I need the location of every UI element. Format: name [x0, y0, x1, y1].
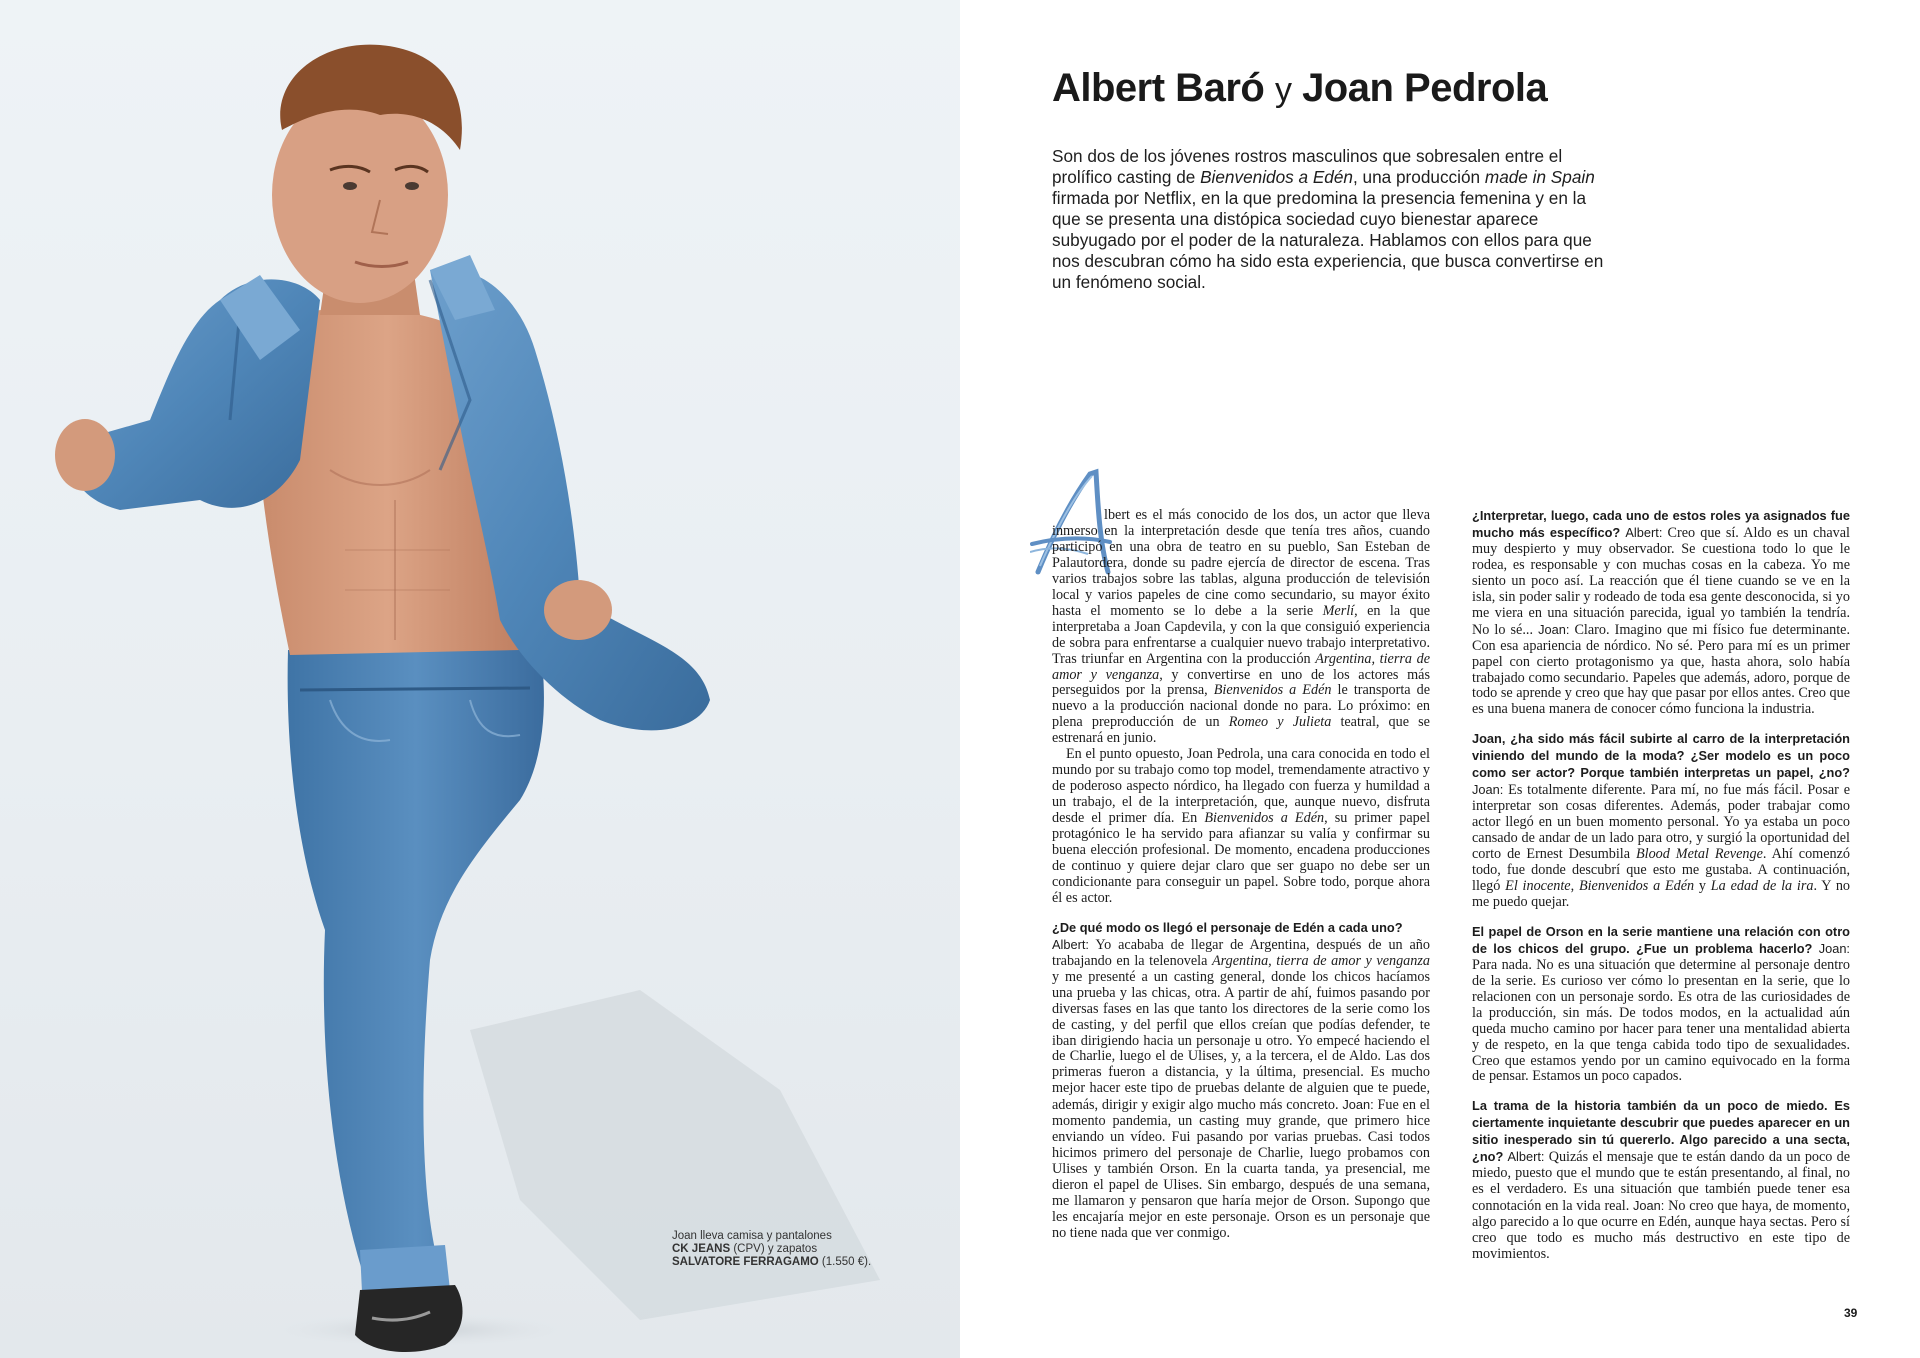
speaker-label: Albert: — [1625, 524, 1663, 540]
interview-answer: ¿Interpretar, luego, cada uno de estos roles ya asignados fue mucho más específico? Albert: Creo que sí. Aldo es un chaval muy despierto y muy observador. Se cuestiona todo lo que le rodea, es responsable y con muchas cosas en la cabeza. Yo me siento un poco así. La reacción que él tiene cuando se ve en la isla, sin poder salir y rodeado de toda esa gente desconocida, si yo me viera en una situación parecida, igual yo también la tendría. No lo sé... Joan: Claro. Imagino que mi físico fue determinante. Con esa apariencia de nórdico. No sé. Pero para mí es un primer papel con cierto protagonismo ya que, hasta ahora, solo había trabajado como secundario. Papeles que además, adoro, porque de todo se aprende y creo que hay que pasar por ellos antes. Creo que es una buena manera de conocer cómo funciona la industria. — [1472, 508, 1850, 718]
caption-line — [672, 1243, 932, 1256]
right-hand — [544, 580, 612, 640]
article-column-2 — [1472, 508, 1850, 1263]
article-title — [1052, 62, 1547, 116]
interview-answer: ¿De qué modo os llegó el personaje de Edén a cada uno? Albert: Yo acababa de llegar de Argentina, después de un año trabajando en la telenovela Argentina, tierra de amor y venganza y me presenté a un casting general, donde los chicos hacíamos una prueba y las chicas, otra. A partir de ahí, fuimos pasando por diversas fases en las que tanto los directores de la serie como los de casting, y del perfil que ellos creían que podías defender, te iban dirigiendo hacia un personaje u otro. Yo empecé haciendo el de Charlie, luego el de Ulises, y, a la tercera, el de Aldo. Las dos primeras fueron a distancia, y la última, presencial. Es mucho mejor hacer este tipo de pruebas delante de alguien que te puede, además, dirigir y exigir algo mucho más concreto. Joan: Fue en el momento pandemia, un casting muy grande, que primero hice enviando un vídeo. Fui pasando por varias pruebas. Casi todos hicimos primero del personaje de Charlie, luego probamos con Ulises y también Orson. En la cuarta tanda, ya presencial, me dieron el papel de Ulises. Sin embargo, después de una semana, me llamaron y pensaron que haría mejor de Orson. Supongo que les encajaría mejor en este personaje. Orson es un personaje que no tiene nada que ver conmigo. — [1052, 919, 1430, 1241]
caption-line — [672, 1256, 932, 1269]
paragraph: lbert es el más conocido de los dos, un actor que lleva inmerso en la interpretación desde que tenía tres años, cuando participó en una obra de teatro en su pueblo, San Esteban de Palautordera, donde su padre ejercía de director de escena. Tras varios trabajos sobre las tablas, alguna producción de televisión local y varios papeles de cine como secundario, su mayor éxito hasta el momento se lo debe a la serie Merlí, en la que interpretaba a Joan Capdevila, y con la que consiguió experiencia de sobra para enfrentarse a cualquier nuevo trabajo interpretativo. Tras triunfar en Argentina con la producción Argentina, tierra de amor y venganza, y convertirse en uno de los actores más perseguidos por la prensa, Bienvenidos a Edén le transporta de nuevo a la producción nacional donde no para. Lo próximo: en plena preproducción de un Romeo y Julieta teatral, que se estrenará en junio. — [1052, 507, 1431, 747]
speaker-label: Joan: — [1342, 1097, 1374, 1113]
interview-answer: Joan, ¿ha sido más fácil subirte al carro de la interpretación viniendo del mundo de la moda? ¿Ser modelo es un poco como ser actor? Porque también interpretas un papel, ¿no? Joan: Es totalmente diferente. Para mí, no fue más fácil. Posar e interpretar son cosas diferentes. Además, poder trabajar como actor llegó en un buen momento personal. Yo ya estaba un poco cansado de andar de un lado para otro, y surgió la oportunidad del corto de Ernest Desumbila Blood Metal Revenge. Ahí comenzó todo, fue donde descubrí que esto me gustaba. A continuación, llegó El inocente, Bienvenidos a Edén y La edad de la ira. Y no me puedo quejar. — [1472, 731, 1851, 910]
interview-question: Joan, ¿ha sido más fácil subirte al carro de la interpretación viniendo del mundo de la moda? ¿Ser modelo es un poco como ser actor? Porque también interpretas un papel, ¿no? — [1472, 731, 1850, 781]
caption-text: (1.550 €). — [818, 1256, 872, 1268]
photo-caption — [672, 1230, 932, 1269]
floor-shadow — [470, 990, 880, 1320]
speaker-label: Albert: — [1507, 1149, 1545, 1165]
interview-question: ¿De qué modo os llegó el personaje de Edén a cada uno? — [1052, 919, 1403, 935]
article-page — [960, 0, 1920, 1358]
interview-question: ¿Interpretar, luego, cada uno de estos roles ya asignados fue mucho más específico? — [1472, 508, 1850, 540]
interview-question: La trama de la historia también da un poco de miedo. Es ciertamente inquietante descubrir que puedes aparecer en un sitio inesperado sin tú quererlo. Algo parecido a una secta, ¿no? — [1472, 1098, 1850, 1165]
speaker-label: Joan: — [1633, 1198, 1665, 1214]
caption-brand: SALVATORE FERRAGAMO — [672, 1256, 819, 1268]
article-intro: Son dos de los jóvenes rostros masculinos que sobresalen entre el prolífico casting de Bienvenidos a Edén, una producción made in Spain firmada por Netflix, en la que predomina la presencia femenina y en la que se presenta una distópica sociedad cuyo bienestar aparece subyugado por el poder de la naturaleza. Hablamos con ellos para que nos descubran cómo ha sido esta experiencia, que busca convertirse en un fenómeno social. — [1052, 146, 1604, 292]
paragraph: En el punto opuesto, Joan Pedrola, una cara conocida en todo el mundo por su trabajo como top model, tremendamente atractivo y de poderoso aspecto nórdico, ha llegado con fuerza y humildad a un trabajo, el de la interpretación, que, aunque nuevo, disfruta desde el primer día. En Bienvenidos a Edén, su primer papel protagónico le ha servido para afianzar su valía y confirmar su buena elección profesional. De momento, encadena producciones de continuo y quiere dejar claro que ser guapo no debe ser un condicionante para conseguir un papel. Sobre todo, porque ahora él es actor. — [1052, 746, 1431, 906]
article-column-1 — [1052, 508, 1430, 1242]
caption-brand: CK JEANS — [672, 1243, 731, 1255]
title-name-1: Albert Baró — [1052, 66, 1265, 110]
caption-line: Joan lleva camisa y pantalones — [672, 1230, 832, 1242]
interview-question: El papel de Orson en la serie mantiene una relación con otro de los chicos del grupo. ¿Fue un problema hacerlo? — [1472, 923, 1850, 956]
interview-answer: La trama de la historia también da un poco de miedo. Es ciertamente inquietante descubrir que puedes aparecer en un sitio inesperado sin tú quererlo. Algo parecido a una secta, ¿no? Albert: Quizás el mensaje que te están dando da un poco de miedo, puesto que el mundo que te están presentando, al final, no es el verdadero. Es una situación que también puede tener esa connotación en la vida real. Joan: No creo que haya, de momento, algo parecido a lo que ocurre en Edén, aunque haya sectas. Pero sí creo que todo es mucho más destructivo en este tipo de movimientos. — [1472, 1098, 1851, 1262]
title-name-2: Joan Pedrola — [1302, 66, 1548, 110]
speaker-label: Joan: — [1538, 621, 1570, 637]
caption-text: (CPV) y zapatos — [730, 1243, 818, 1255]
jeans — [288, 645, 544, 1280]
speaker-label: Joan: — [1818, 940, 1850, 956]
jeans-cuff — [360, 1245, 450, 1292]
speaker-label: Albert: — [1052, 936, 1089, 952]
interview-answer: El papel de Orson en la serie mantiene una relación con otro de los chicos del grupo. ¿Fue un problema hacerlo? Joan: Para nada. No es una situación que determine al personaje dentro de la serie. Es curioso ver cómo lo presentan en la serie, que lo relacionen con un personaje sordo. Es otra de las curiosidades de la producción, sin más. De todos modos, en la actualidad aún queda mucho camino por hacer para tener una mentalidad abierta y de respeto, en la que tenga cabida todo tipo de sexualidades. Creo que estamos yendo por un camino equivocado en la forma de pensar. Estamos un poco capados. — [1472, 923, 1850, 1085]
left-hand — [55, 419, 115, 491]
title-conjunction: y — [1274, 71, 1292, 109]
page-number: 39 — [1844, 1306, 1858, 1320]
speaker-label: Joan: — [1472, 782, 1504, 798]
